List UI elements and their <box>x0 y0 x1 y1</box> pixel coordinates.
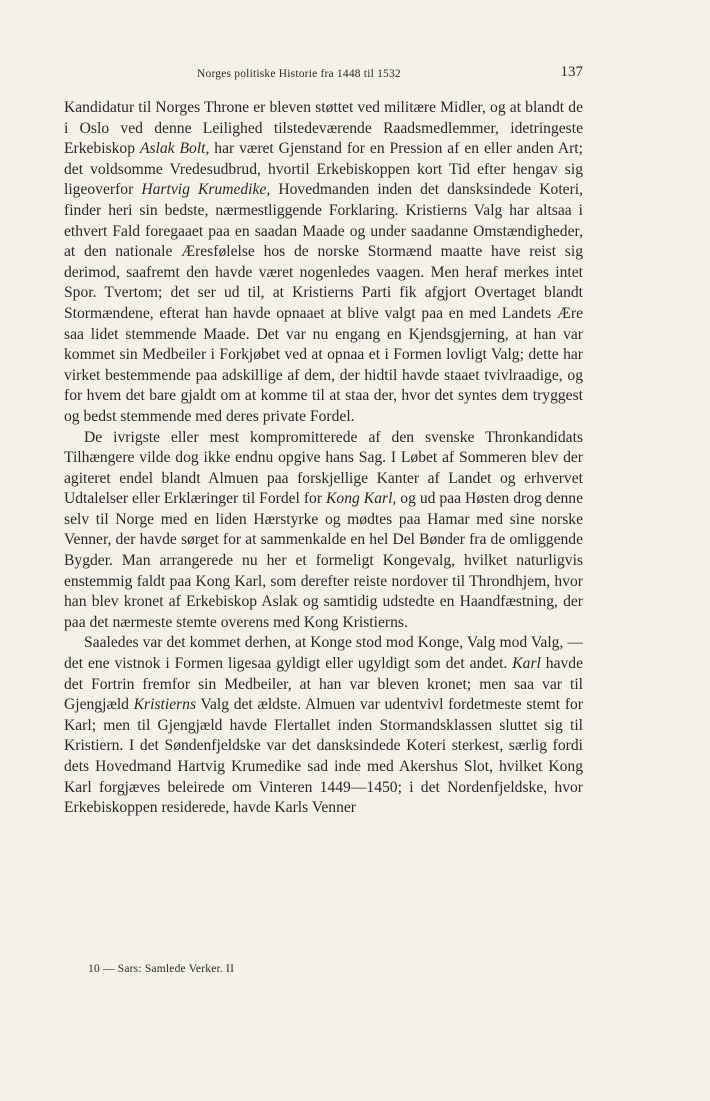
paragraph-1-italic-hartvig-krumedike: Hartvig Krumedike, <box>141 181 271 199</box>
page-header <box>64 64 583 86</box>
body-text <box>64 98 583 819</box>
paragraph-3-italic-karl: Karl <box>512 655 541 673</box>
paragraph-1-text-a: Kandidatur til Norges Throne er bleven støttet ved militære Midler, og at blandt de i Oslo ved denne Leilighed tilstedeværende Raadsmedlemmer, idetringeste Erkebiskop <box>64 99 583 158</box>
paragraph-1-text-c: Hovedmanden inden det dansksindede Koteri, finder heri sin bedste, nærmestliggende Forklaring. Kristierns Valg har altsaa i ethvert Fald foregaaet paa en saadan Maade og under saadanne Omstændigheder, at den nationale Æresfølelse hos de norske Stormænd maatte have reist sig derimod, saafremt den havde været nogenledes vaagen. Men heraf merkes intet Spor. Tvertom; det ser ud til, at Kristierns Parti fik afgjort Overtaget blandt Stormændene, efterat han havde opnaaet at blive valgt paa en med Landets Ære saa lidet stemmende Maade. Det var nu engang en Kjendsgjerning, at han var kommet sin Medbeiler i Forkjøbet ved at opnaa et i Formen lovligt Valg; dette har virket bestemmende paa adskillige af dem, der hidtil havde staaet tvivlraadige, og for hvem det bare gjaldt om at komme til at staa der, hvor det syntes dem tryggest og bedst stemmende med deres private Fordel. <box>64 181 584 425</box>
signature-line: 10 — Sars: Samlede Verker. II <box>88 963 235 975</box>
paragraph-3-text-c: Valg det ældste. Almuen var udentvivl fordetmeste stemt for Karl; men til Gjengjæld havde Flertallet inden Stormandsklassen sluttet sig til Kristiern. I det Søndenfjeldske var det dansksindede Koteri sterkest, særlig fordi dets Hovedmand Hartvig Krumedike sad inde med Akershus Slot, hvilket Kong Karl forgjæves beleirede om Vinteren 1449—1450; i det Nordenfjeldske, hvor Erkebiskoppen residerede, havde Karls Venner <box>64 696 584 817</box>
page-number: 137 <box>560 64 583 80</box>
paragraph-3-text-a: Saaledes var det kommet derhen, at Konge stod mod Konge, Valg mod Valg, — det ene vistnok i Formen ligesaa gyldigt eller ugyldigt som det andet. <box>64 634 583 673</box>
paragraph-2-text-a: De ivrigste eller mest kompromitterede af den svenske Thronkandidats Tilhængere vilde dog ikke endnu opgive hans Sag. I Løbet af Sommeren blev der agiteret endel blandt Almuen paa forskjellige Kanter af Landet og erhvervet Udtalelser eller Erklæringer til Fordel for <box>64 428 583 508</box>
paragraph-1-italic-aslak-bolt: Aslak Bolt, <box>139 140 210 158</box>
paragraph-1-text-b: har været Gjenstand for en Pression af en eller anden Art; det voldsomme Vredesudbrud, hvortil Erkebiskoppen kort Tid efter hengav sig ligeoverfor <box>64 140 583 199</box>
paragraph-1 <box>64 98 583 428</box>
paragraph-2-text-b: og ud paa Høsten drog denne selv til Norge med en liden Hærstyrke og mødtes paa Hamar med sine norske Venner, der havde sørget for at sammenkalde en hel Del Bønder fra de omliggende Bygder. Man arrangerede nu her et formeligt Kongevalg, hvilket naturligvis enstemmig faldt paa Kong Karl, som derefter reiste nordover til Throndhjem, hvor han blev kronet af Erkebiskop Aslak og samtidig udstedte en Haandfæstning, der paa det nærmeste stemte overens med Kong Kristierns. <box>64 490 584 631</box>
paragraph-3-text-b: havde det Fortrin fremfor sin Medbeiler, at han var bleven kronet; men saa var til Gjengjæld <box>64 655 584 714</box>
running-title: Norges politiske Historie fra 1448 til 1532 <box>197 68 401 80</box>
paragraph-3-italic-kristierns: Kristierns <box>133 696 197 714</box>
paragraph-2-italic-kong-karl: Kong Karl, <box>326 490 397 508</box>
paragraph-2 <box>64 428 583 634</box>
paragraph-3 <box>64 633 583 818</box>
